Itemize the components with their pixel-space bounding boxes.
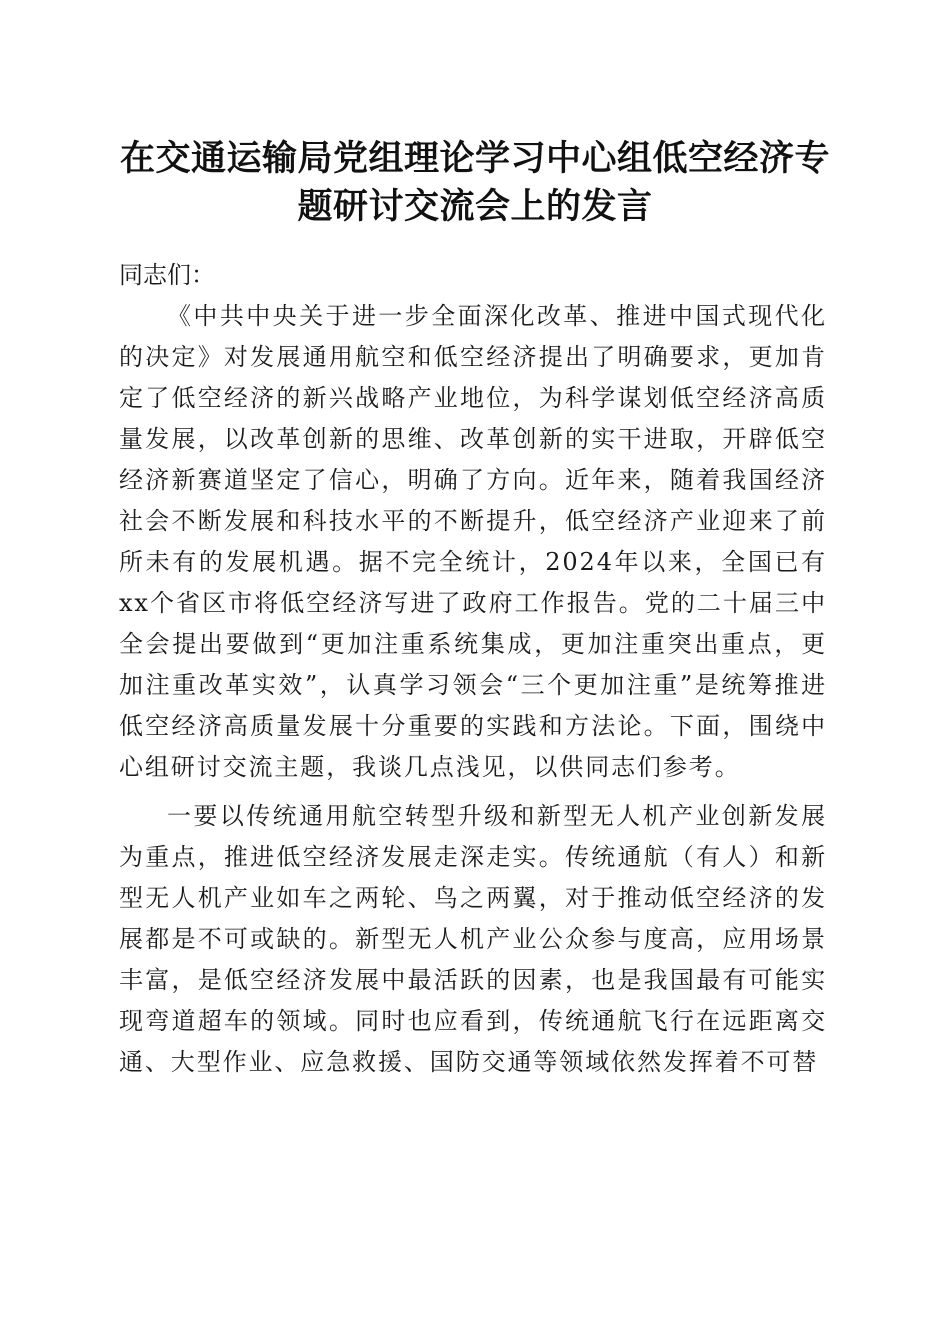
document-title: 在交通运输局党组理论学习中心组低空经济专题研讨交流会上的发言 <box>119 138 830 227</box>
document-body <box>119 255 827 1083</box>
paragraph-point-one: 一要以传统通用航空转型升级和新型无人机产业创新发展为重点，推进低空经济发展走深走实。传统通航（有人）和新型无人机产业如车之两轮、鸟之两翼，对于推动低空经济的发展都是不可或缺的。新型无人机产业公众参与度高，应用场景丰富，是低空经济发展中最活跃的因素，也是我国最有可能实现弯道超车的领域。同时也应看到，传统通航飞行在远距离交通、大型作业、应急救援、国防交通等领域依然发挥着不可替 <box>119 802 827 1076</box>
salutation: 同志们： <box>119 261 215 289</box>
paragraph-intro: 《中共中央关于进一步全面深化改革、推进中国式现代化的决定》对发展通用航空和低空经济提出了明确要求，更加肯定了低空经济的新兴战略产业地位，为科学谋划低空经济高质量发展，以改革创新的思维、改革创新的实干进取，开辟低空经济新赛道坚定了信心，明确了方向。近年来，随着我国经济社会不断发展和科技水平的不断提升，低空经济产业迎来了前所未有的发展机遇。据不完全统计，2024年以来，全国已有xx个省区市将低空经济写进了政府工作报告。党的二十届三中全会提出要做到“更加注重系统集成，更加注重突出重点，更加注重改革实效”，认真学习领会“三个更加注重”是统筹推进低空经济高质量发展十分重要的实践和方法论。下面，围绕中心组研讨交流主题，我谈几点浅见，以供同志们参考。 <box>119 302 827 781</box>
